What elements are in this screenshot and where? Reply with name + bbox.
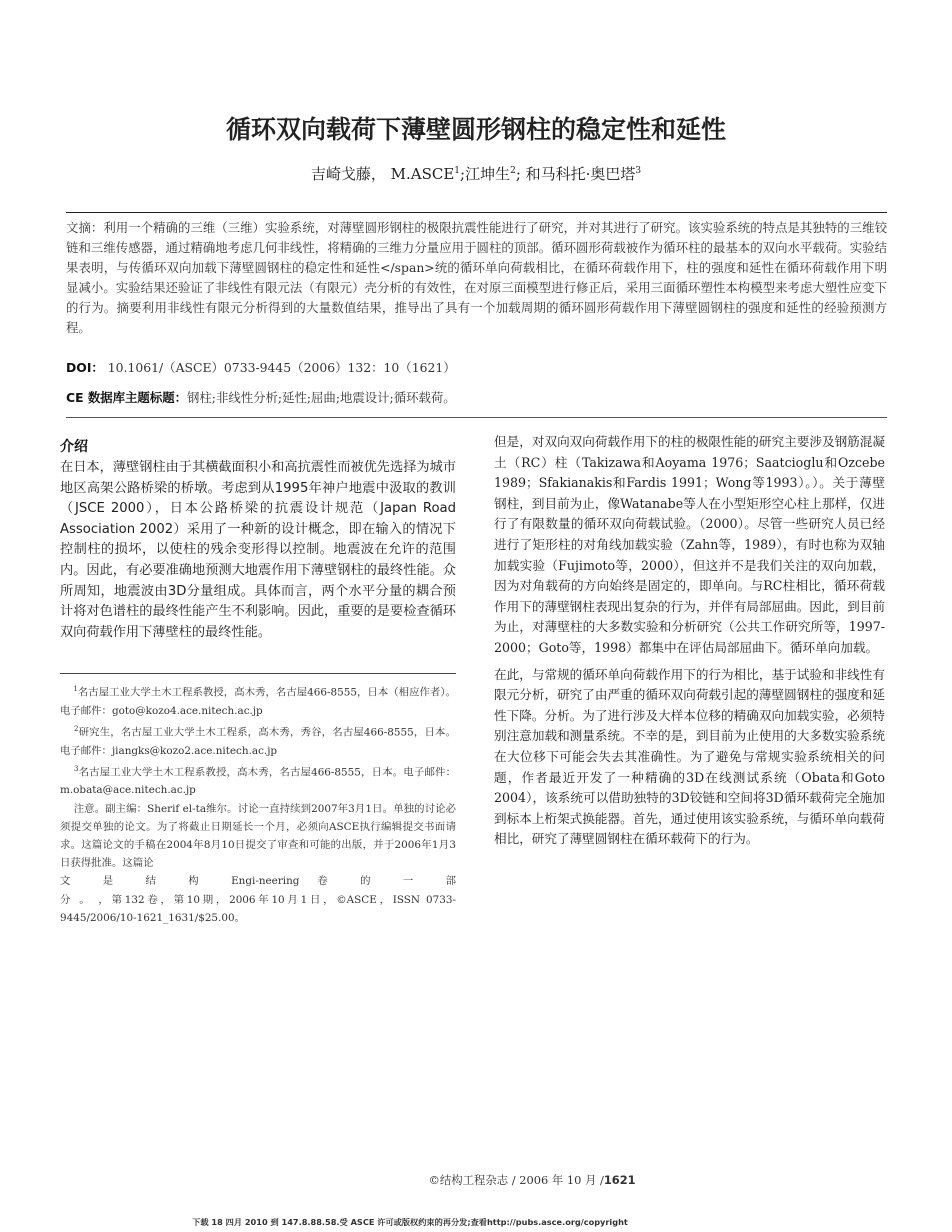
footnote-rule [60, 673, 456, 674]
right-paragraph-1: 但是，对双向双向荷载作用下的柱的极限性能的研究主要涉及钢筋混凝土（RC）柱（Takizawa和Aoyama 1976；Saatcioglu和Ozcebe 1989；Sfakianakis和Fardis 1991；Wong等1993）。）。关于薄壁钢柱，到目前为止，像Watanabe等人在小型矩形空心柱上那样，仅进行了有限数量的循环双向荷载试验。（2000）。尽管一些研究人员已经进行了矩形柱的对角线加载实验（Zahn等，1989），有时也称为双轴加载实验（Fujimoto等，2000），但这并不是我们关注的双向加载，因为对角载荷的方向始终是固定的，即单向。与RC柱相比，循环荷载作用下的薄壁钢柱表现出复杂的行为，并伴有局部屈曲。因此，到目前为止，对薄壁柱的大多数实验和分析研究（公共工作研究所等，1997-2000；Goto等，1998）都集中在评估局部屈曲下。循环单向加载。 [494, 434, 885, 655]
paper-title: 循环双向载荷下薄壁圆形钢柱的稳定性和延性 [225, 115, 726, 144]
section-rule [66, 417, 887, 418]
author-3-affiliation: 3 [635, 166, 642, 176]
author-1: 吉崎戈藤， M.ASCE [310, 165, 455, 183]
right-column [494, 432, 885, 850]
intro-heading: 介绍 [60, 439, 88, 455]
footnotes [60, 680, 456, 927]
subject-headings-label: CE 数据库主题标题： [66, 390, 187, 405]
doi-value: 10.1061/（ASCE）0733-9445（2006）132：10（1621） [103, 360, 456, 375]
doi-line [66, 358, 456, 376]
left-column [60, 436, 456, 643]
journal-citation: ©结构工程杂志 / 2006 年 10 月 / [428, 1173, 604, 1187]
author-3: ; 和马科托·奥巴塔 [515, 165, 636, 183]
editorial-note-line: 文 是 结 构 Engi-neering 卷 的 一 部 [60, 875, 456, 888]
footnote-1-marker: 1 [73, 685, 78, 693]
editorial-note-text: 注意。副主编：Sherif el-ta维尔。讨论一直持续到2007年3月1日。单独的讨论必须提交单独的论文。为了将截止日期延长一个月，必须向ASCE执行编辑提交书面请求。这篇论文的手稿在2004年8月10日提交了审查和可能的出版，并于2006年1月3日获得批准。这篇论 [60, 802, 456, 870]
author-line [0, 163, 952, 184]
footnote-1-text: 名古屋工业大学土木工程系教授，高木秀，名古屋466-8555，日本（相应作者）。电子邮件：goto@kozo4.ace.nitech.ac.jp [60, 686, 456, 717]
footnote-1 [60, 680, 456, 720]
editorial-note [60, 800, 456, 873]
author-2-affiliation: 2 [510, 166, 516, 176]
footnote-2-marker: 2 [73, 724, 79, 733]
editorial-note-end: 分 。 ，第132卷，第10期，2006年10月1日，©ASCE，ISSN 0733-9445/2006/10-1621_1631/$25.00。 [60, 893, 456, 924]
footnote-3-text: 名古屋工业大学土木工程系教授，高木秀，名古屋466-8555，日本。电子邮件：m.obata@ace.nitech.ac.jp [60, 766, 456, 797]
journal-footer [0, 1172, 952, 1188]
doi-label: DOI： [66, 360, 104, 375]
footnote-2-text: 研究生，名古屋工业大学土木工程系，高木秀，秀谷，名古屋466-8555，日本。电子邮件：jiangks@kozo2.ace.nitech.ac.jp [60, 726, 456, 757]
subject-headings-value: 钢柱;非线性分析;延性;屈曲;地震设计;循环载荷。 [187, 390, 456, 405]
right-paragraph-2: 在此，与常规的循环单向荷载作用下的行为相比，基于试验和非线性有限元分析，研究了由严重的循环双向荷载引起的薄壁圆钢柱的强度和延性下降。分析。为了进行涉及大样本位移的精确双向加载实验，必须特别注意加载和测量系统。不幸的是，到目前为止使用的大多数实验系统在大位移下可能会失去其准确性。为了避免与常规实验系统相关的问题，作者最近开发了一种精确的3D在线测试系统（Obata和Goto 2004），该系统可以借助独特的3D铰链和空间将3D循环载荷完全施加到标本上桁架式换能器。首先，通过使用该实验系统，与循环单向载荷相比，研究了薄壁圆钢柱在循环载荷下的行为。 [494, 666, 885, 847]
author-2: ;江坤生 [460, 165, 511, 183]
intro-paragraph: 在日本，薄壁钢柱由于其横截面积小和高抗震性而被优先选择为城市地区高架公路桥梁的桥墩。考虑到从1995年神户地震中汲取的教训（JSCE 2000），日本公路桥梁的抗震设计规范（Japan Road Association 2002）采用了一种新的设计概念，即在输入的情况下控制柱的损坏，以使柱的残余变形得以控制。地震波在允许的范围内。因此，有必要准确地预测大地震作用下薄壁钢柱的最终性能。众所周知，地震波由3D分量组成。具体而言，两个水平分量的耦合预计将对色谱柱的最终性能产生不利影响。因此，重要的是要检查循环双向荷载作用下薄壁柱的最终性能。 [60, 460, 456, 640]
footnote-3-marker: 3 [73, 764, 79, 773]
abstract: 文摘：利用一个精确的三维（三维）实验系统，对薄壁圆形钢柱的极限抗震性能进行了研究，并对其进行了研究。该实验系统的特点是其独特的三维铰链和三维传感器，通过精确地考虑几何非线性，将精确的三维力分量应用于圆柱的顶部。循环圆形荷载被作为循环柱的最基本的双向水平载荷。实验结果表明，与传循环双向加载下薄壁圆钢柱的稳定性和延性</span>统的循环单向荷载相比，在循环荷载作用下，柱的强度和延性在循环荷载作用下明显减小。实验结果还验证了非线性有限元法（有限元）壳分析的有效性，在对原三面模型进行修正后，采用三面循环塑性本构模型来考虑大塑性应变下的行为。摘要利用非线性有限元分析得到的大量数值结果，推导出了具有一个加载周期的循环圆形荷载作用下薄壁圆钢柱的强度和延性的经验预测方程。 [66, 220, 887, 335]
footnote-2 [60, 720, 456, 760]
download-notice: 下载 18 四月 2010 到 147.8.88.58.受 ASCE 许可或版权约束的再分发;查看http://pubs.asce.org/copyright [192, 1217, 628, 1227]
author-1-affiliation: 1 [454, 166, 461, 176]
footnote-3 [60, 760, 456, 800]
abstract-top-rule [66, 212, 887, 213]
page-number: 1621 [603, 1173, 636, 1187]
subject-headings [66, 388, 456, 406]
